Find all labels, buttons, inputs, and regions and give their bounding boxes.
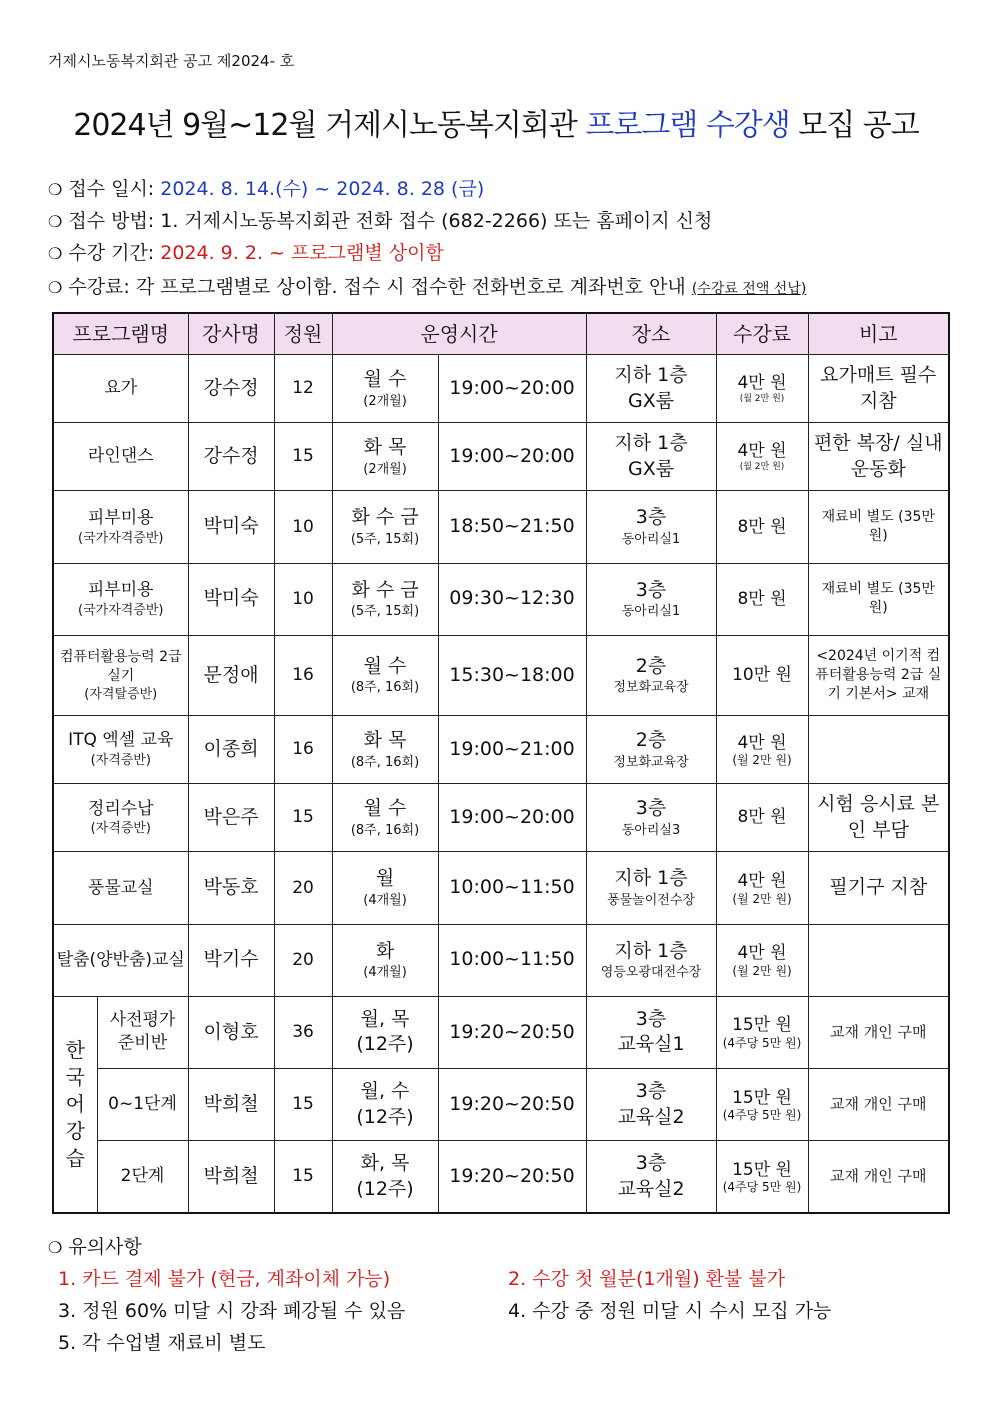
place-cell (586, 635, 716, 715)
capacity-cell: 20 (274, 924, 332, 996)
place-floor: 3층 (635, 1007, 667, 1030)
program-name-cell (53, 423, 188, 491)
place-floor: 지하 1층 (614, 939, 688, 962)
capacity-cell: 15 (274, 1141, 332, 1213)
days-cell (332, 852, 438, 924)
place-cell (586, 423, 716, 491)
days-sub: (2개월) (363, 393, 407, 409)
note-cell: 요가매트 필수 지참 (808, 355, 949, 423)
days-text: 화 수 금 (351, 578, 419, 601)
note-2: 2. 수강 첫 월분(1개월) 환불 불가 (508, 1268, 786, 1290)
capacity-cell: 16 (274, 716, 332, 784)
table-row (53, 784, 949, 852)
bullet-icon: ❍ (48, 212, 63, 231)
program-name-cell (53, 635, 188, 715)
time-cell: 15:30~18:00 (438, 635, 586, 715)
note-cell (808, 716, 949, 784)
korean-group-label: 한국어강습 (65, 1037, 85, 1170)
fee-amount: 4만 원 (737, 943, 787, 964)
place-cell (586, 491, 716, 563)
place-cell (586, 996, 716, 1068)
note-cell: 편한 복장/ 실내 운동화 (808, 423, 949, 491)
table-row (53, 355, 949, 423)
notes-heading-text: 유의사항 (68, 1236, 142, 1258)
teacher-cell: 박미숙 (188, 563, 274, 635)
place-room: 풍물놀이전수장 (607, 893, 695, 909)
fee-cell (716, 1068, 808, 1140)
place-room: 정보화교육장 (613, 680, 689, 696)
note-1: 1. 카드 결제 불가 (현금, 계좌이체 가능) (58, 1268, 391, 1290)
fee-cell (716, 924, 808, 996)
days-sub: (8주, 16회) (350, 680, 420, 696)
days-cell (332, 491, 438, 563)
fee-label: 수강료: (68, 276, 136, 298)
place-floor: 3층 (635, 1151, 667, 1174)
table-row (53, 423, 949, 491)
program-name-sub: (국가자격증반) (78, 602, 164, 618)
info-fee (48, 272, 806, 299)
days-text: 화, 목 (360, 1151, 410, 1174)
fee-amount: 10만 원 (732, 664, 792, 685)
col-header-fee: 수강료 (716, 313, 808, 355)
program-name-sub: (자격증반) (90, 821, 151, 837)
days-cell (332, 924, 438, 996)
program-name-sub: (자격탈증반) (84, 686, 158, 702)
note-5: 5. 각 수업별 재료비 별도 (58, 1332, 266, 1354)
time-cell: 19:20~20:50 (438, 1141, 586, 1213)
days-text: 화 목 (363, 729, 407, 751)
fee-sub: (월 2만 원) (739, 462, 785, 473)
teacher-cell: 박희철 (188, 1068, 274, 1140)
place-cell (586, 716, 716, 784)
time-cell: 18:50~21:50 (438, 491, 586, 563)
teacher-cell: 박미숙 (188, 491, 274, 563)
col-header-program: 프로그램명 (53, 313, 188, 355)
program-name: 풍물교실 (87, 877, 154, 898)
time-cell: 19:20~20:50 (438, 1068, 586, 1140)
days-cell (332, 1068, 438, 1140)
program-name: 정리수납 (87, 798, 154, 819)
program-name-cell (53, 716, 188, 784)
days-sub: (12주) (356, 1033, 414, 1056)
korean-level-cell: 0~1단계 (97, 1068, 188, 1140)
days-sub: (5주, 15회) (350, 532, 420, 548)
days-sub: (12주) (356, 1105, 414, 1128)
place-room: GX룸 (627, 389, 675, 412)
time-cell: 19:00~20:00 (438, 423, 586, 491)
capacity-cell: 16 (274, 635, 332, 715)
col-header-note: 비고 (808, 313, 949, 355)
program-name-cell (53, 355, 188, 423)
table-row (53, 635, 949, 715)
fee-cell (716, 784, 808, 852)
fee-amount: 15만 원 (732, 1087, 792, 1108)
fee-amount: 4만 원 (737, 441, 787, 462)
place-cell (586, 852, 716, 924)
page-title (0, 100, 992, 144)
place-floor: 지하 1층 (614, 363, 688, 386)
info-period (48, 238, 444, 265)
note-cell: 교재 개인 구매 (808, 1141, 949, 1213)
days-sub: (4개월) (363, 893, 407, 909)
place-cell (586, 1141, 716, 1213)
fee-sub: (월 2만 원) (732, 891, 792, 906)
fee-cell (716, 996, 808, 1068)
note-cell: 재료비 별도 (35만 원) (808, 563, 949, 635)
teacher-cell: 박기수 (188, 924, 274, 996)
program-name: 탈춤(양반춤)교실 (56, 949, 185, 970)
days-text: 화 (375, 939, 395, 962)
days-sub: (12주) (356, 1177, 414, 1200)
place-room: 교육실1 (617, 1033, 685, 1056)
fee-sub: (월 2만 원) (732, 964, 792, 979)
place-room: 영등오광대전수장 (600, 965, 702, 981)
korean-group-cell (53, 996, 97, 1213)
fee-sub: (월 2만 원) (732, 753, 792, 768)
time-cell: 19:00~20:00 (438, 355, 586, 423)
days-cell (332, 1141, 438, 1213)
title-prefix: 2024년 9월~12월 거제시노동복지회관 (73, 108, 586, 143)
capacity-cell: 15 (274, 423, 332, 491)
place-cell (586, 563, 716, 635)
fee-prepay-note: (수강료 전액 선납) (691, 281, 807, 297)
place-floor: 2층 (635, 654, 667, 677)
program-name: 라인댄스 (87, 446, 154, 467)
program-name-cell (53, 784, 188, 852)
teacher-cell: 강수정 (188, 423, 274, 491)
note-3: 3. 정원 60% 미달 시 강좌 폐강될 수 있음 (58, 1300, 406, 1322)
program-name: 피부미용 (87, 579, 154, 600)
time-cell: 10:00~11:50 (438, 924, 586, 996)
table-row (53, 716, 949, 784)
capacity-cell: 10 (274, 491, 332, 563)
fee-sub: (4주당 5만 원) (722, 1180, 802, 1195)
time-cell: 09:30~12:30 (438, 563, 586, 635)
program-name: 피부미용 (87, 507, 154, 528)
place-cell (586, 355, 716, 423)
note-cell: 시험 응시료 본인 부담 (808, 784, 949, 852)
title-highlight: 프로그램 수강생 (585, 108, 790, 143)
fee-cell (716, 563, 808, 635)
fee-cell (716, 716, 808, 784)
place-room: 교육실2 (617, 1105, 685, 1128)
table-row (53, 996, 949, 1068)
table-row (53, 1068, 949, 1140)
reg-method-value: 1. 거제시노동복지회관 전화 접수 (682-2266) 또는 홈페이지 신청 (160, 210, 713, 232)
days-sub: (8주, 16회) (350, 822, 420, 838)
table-row (53, 1141, 949, 1213)
time-cell: 10:00~11:50 (438, 852, 586, 924)
table-row (53, 491, 949, 563)
days-text: 월, 목 (360, 1007, 410, 1030)
place-cell (586, 784, 716, 852)
col-header-place: 장소 (586, 313, 716, 355)
fee-amount: 4만 원 (737, 732, 787, 753)
fee-sub: (4주당 5만 원) (722, 1036, 802, 1051)
days-cell (332, 355, 438, 423)
korean-level-cell: 2단계 (97, 1141, 188, 1213)
place-floor: 3층 (635, 506, 667, 529)
program-name-cell (53, 924, 188, 996)
place-floor: 지하 1층 (614, 867, 688, 890)
program-name: ITQ 엑셀 교육 (68, 730, 174, 751)
program-table (52, 312, 950, 1214)
teacher-cell: 강수정 (188, 355, 274, 423)
days-sub: (4개월) (363, 965, 407, 981)
days-text: 화 목 (363, 436, 407, 459)
fee-sub: (4주당 5만 원) (722, 1108, 802, 1123)
fee-amount: 8만 원 (737, 807, 787, 828)
days-sub: (8주, 16회) (350, 754, 420, 770)
days-cell (332, 716, 438, 784)
title-suffix: 모집 공고 (789, 108, 919, 143)
notice-number: 거제시노동복지회관 공고 제2024- 호 (48, 52, 295, 70)
info-reg-date (48, 174, 484, 201)
fee-cell (716, 852, 808, 924)
days-cell (332, 635, 438, 715)
program-name-cell (53, 563, 188, 635)
table-header-row (53, 313, 949, 355)
days-text: 월, 수 (360, 1079, 410, 1102)
time-cell: 19:00~21:00 (438, 716, 586, 784)
reg-date-label: 접수 일시: (68, 178, 161, 200)
days-cell (332, 563, 438, 635)
fee-cell (716, 355, 808, 423)
days-text: 월 수 (363, 654, 407, 677)
days-sub: (2개월) (363, 461, 407, 477)
place-cell (586, 924, 716, 996)
days-text: 월 수 (363, 797, 407, 820)
table-row (53, 852, 949, 924)
col-header-capacity: 정원 (274, 313, 332, 355)
time-cell: 19:00~20:00 (438, 784, 586, 852)
note-cell: 교재 개인 구매 (808, 1068, 949, 1140)
note-cell (808, 924, 949, 996)
teacher-cell: 박동호 (188, 852, 274, 924)
teacher-cell: 박희철 (188, 1141, 274, 1213)
capacity-cell: 15 (274, 784, 332, 852)
capacity-cell: 36 (274, 996, 332, 1068)
fee-amount: 8만 원 (737, 588, 787, 609)
bullet-icon: ❍ (48, 1238, 63, 1257)
fee-cell (716, 1141, 808, 1213)
days-cell (332, 996, 438, 1068)
korean-level-cell: 사전평가 준비반 (97, 996, 188, 1068)
note-4: 4. 수강 중 정원 미달 시 수시 모집 가능 (508, 1300, 832, 1322)
fee-amount: 4만 원 (737, 870, 787, 891)
place-floor: 3층 (635, 797, 667, 820)
place-room: 동아리실1 (621, 532, 681, 548)
days-text: 화 수 금 (351, 506, 419, 529)
reg-method-label: 접수 방법: (68, 210, 161, 232)
program-name-sub: (국가자격증반) (78, 530, 164, 546)
days-sub: (5주, 15회) (350, 604, 420, 620)
days-text: 월 수 (363, 368, 407, 390)
note-cell: 교재 개인 구매 (808, 996, 949, 1068)
table-row (53, 924, 949, 996)
col-header-schedule: 운영시간 (332, 313, 586, 355)
program-name-cell (53, 852, 188, 924)
place-room: 정보화교육장 (613, 754, 689, 770)
col-header-teacher: 강사명 (188, 313, 274, 355)
fee-amount: 4만 원 (737, 373, 787, 394)
program-name-cell (53, 491, 188, 563)
fee-sub: (월 2만 원) (739, 394, 785, 405)
notes-heading (48, 1232, 142, 1259)
fee-cell (716, 491, 808, 563)
fee-amount: 15만 원 (732, 1159, 792, 1180)
teacher-cell: 박은주 (188, 784, 274, 852)
period-value: 2024. 9. 2. ~ 프로그램별 상이함 (160, 242, 444, 264)
place-floor: 2층 (635, 729, 667, 751)
place-cell (586, 1068, 716, 1140)
info-reg-method (48, 206, 712, 233)
bullet-icon: ❍ (48, 180, 63, 199)
teacher-cell: 이종희 (188, 716, 274, 784)
bullet-icon: ❍ (48, 244, 63, 263)
place-floor: 3층 (635, 1079, 667, 1102)
reg-date-value: 2024. 8. 14.(수) ~ 2024. 8. 28 (금) (160, 178, 485, 200)
teacher-cell: 문정애 (188, 635, 274, 715)
days-cell (332, 784, 438, 852)
place-room: 동아리실1 (621, 604, 681, 620)
capacity-cell: 12 (274, 355, 332, 423)
days-text: 월 (375, 867, 395, 890)
capacity-cell: 15 (274, 1068, 332, 1140)
place-floor: 지하 1층 (614, 432, 688, 455)
program-name-sub: (자격증반) (90, 753, 151, 769)
note-cell: 필기구 지참 (808, 852, 949, 924)
table-row (53, 563, 949, 635)
bullet-icon: ❍ (48, 278, 63, 297)
fee-amount: 8만 원 (737, 516, 787, 537)
program-name: 요가 (104, 378, 138, 399)
capacity-cell: 10 (274, 563, 332, 635)
fee-value: 각 프로그램별로 상이함. 접수 시 접수한 전화번호로 계좌번호 안내 (135, 276, 692, 298)
place-room: 동아리실3 (621, 822, 681, 838)
period-label: 수강 기간: (68, 242, 161, 264)
days-cell (332, 423, 438, 491)
program-name: 컴퓨터활용능력 2급 실기 (59, 648, 182, 684)
capacity-cell: 20 (274, 852, 332, 924)
note-cell: 재료비 별도 (35만 원) (808, 491, 949, 563)
fee-cell (716, 635, 808, 715)
time-cell: 19:20~20:50 (438, 996, 586, 1068)
teacher-cell: 이형호 (188, 996, 274, 1068)
fee-amount: 15만 원 (732, 1015, 792, 1036)
note-cell: <2024년 이기적 컴퓨터활용능력 2급 실기 기본서> 교재 (808, 635, 949, 715)
place-floor: 3층 (635, 578, 667, 601)
fee-cell (716, 423, 808, 491)
place-room: GX룸 (627, 457, 675, 480)
place-room: 교육실2 (617, 1177, 685, 1200)
